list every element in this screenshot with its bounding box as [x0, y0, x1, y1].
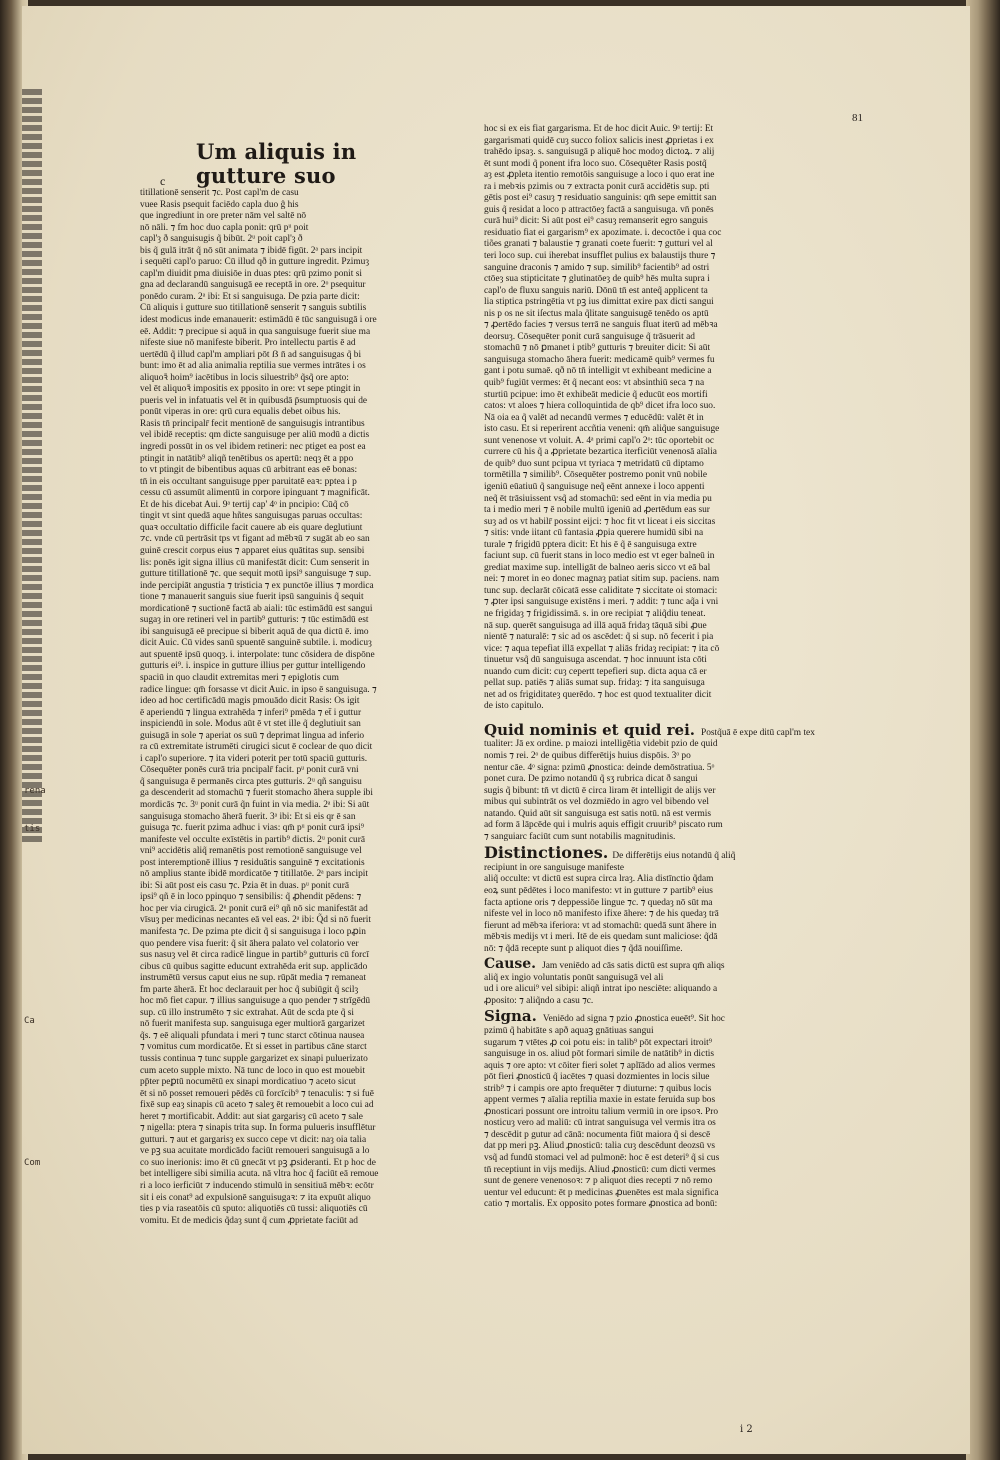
- text-line: faciunt sup. cū fuerit stans in loco medio est vt eger balneū in: [484, 551, 715, 562]
- text-line: fixē sup eaȝ sinapis cū aceto ⁊ saleʒ ēt remouebit a loco cui ad: [140, 1100, 374, 1111]
- text-line: ēt si nō posset remoueri pēdēs cū forcīcib⁹ ⁊ tenaculis: ⁊ si fuē: [140, 1088, 374, 1099]
- section-title-cause: Cause.: [484, 956, 537, 973]
- text-line: capl'm diuidit pma diuisiōe in duas ptes: qrū pzimo ponit si: [140, 268, 362, 279]
- text-line: ne frigidaȝ ⁊ frigidissimā. s. in ore recipiat ⁊ aliq̃diu teneat.: [484, 608, 706, 619]
- text-line: ctōeȝ sua stipticitate ⁊ glutinatōeȝ de quib⁹ hēs multa supra i: [484, 274, 710, 285]
- section-line: De differētijs eius notandū q̃ aliq̃: [612, 851, 736, 862]
- text-line: mibus qui subintrāt os vel dozmiēdo in agro vel bibendo vel: [484, 797, 709, 808]
- text-line: sanguisuga stomacho āhera fuerit: medicamē quib⁹ vermes fu: [484, 354, 715, 365]
- text-line: catio ⁊ mortalis. Ex opposito potes formare ꝓnostica ad bonū:: [484, 1199, 718, 1210]
- text-line: radice lingue: qm̄ forsasse vt dicit Auic. in ipso ē sanguisuga. ⁊: [140, 684, 377, 695]
- prev-page-word: Ca: [24, 1016, 35, 1026]
- text-line: sunt de genere venenosoꝛ: ⁊ p aliquot dies recepti ⁊ nō remo: [484, 1176, 713, 1187]
- text-line: sanguine draconis ⁊ amido ⁊ sup. similib⁹ facientib⁹ ad ostri: [484, 262, 710, 273]
- text-line: sugarum ⁊ vtētes ꝓ coi potu eis: in talib⁹ pōt expectari itroit⁹: [484, 1037, 713, 1048]
- text-line: sus nasuȝ vel ēt circa radicē lingue in partib⁹ gutturis cū forcī: [140, 950, 370, 961]
- text-line: ingredi possūt in os vel ibidem retineri: nec ptiget ea post ea: [140, 442, 366, 453]
- text-line: sit i eis conat⁹ ad expulsionē sanguisugaꝛ: ⁊ ita expuūt aliquo: [140, 1192, 371, 1203]
- text-line: nō amplius stante ibidē mordicatōe ⁊ titillatōe. 2ᵃ pars incipit: [140, 869, 369, 880]
- section-text: [484, 973, 802, 1008]
- text-line: quib⁹ fugiūt vermes: ēt q̃ necant eos: vt absinthiū seca ⁊ na: [484, 378, 705, 389]
- text-line: igeniū eūatiuū q̃ sanguisuge neq̃ eēnt annexe i loco appenti: [484, 481, 705, 492]
- text-line: co suo inerionis: imo ēt cū gnecāt vt pꝫ ꝓsideranti. Et p hoc de: [140, 1157, 376, 1168]
- text-line: isto casu. Et si reperirent accñtia veneni: qm̄ aliq̃ue sanguisuge: [484, 424, 720, 435]
- text-line: vīsuȝ per medicinas necantes eā vel eas. 2ᵃ ibi: Q̃d si nō fuerit: [140, 915, 371, 926]
- text-line: ptingit in natātib⁹ aliqñ tenētibus os apertū: neqȝ ēt a ppo: [140, 453, 354, 464]
- text-line: ponet cura. De pzimo notandū q̃ sʒ rubrica dicat ð sangui: [484, 774, 698, 785]
- text-line: nientē ⁊ naturalē: ⁊ sic ad os ascēdet: q̃ si sup. nō fecerit i pia: [484, 632, 714, 643]
- text-line: quo pendere visa fuerit: q̃ sit āhera palato vel colatorio ver: [140, 938, 359, 949]
- page-edges-right: [966, 0, 1000, 1460]
- text-line: curā hui⁹ dicit: Si aūt post ei⁹ casuȝ remanserit egro sanguis: [484, 216, 708, 227]
- text-line: aquis ⁊ ore apto: vt cōiter fieri solet ⁊ aplīādo ad alios vermes: [484, 1060, 716, 1071]
- text-line: pzimū q̃ habitāte s apð aquaꝫ gnātiuas sangui: [484, 1026, 654, 1037]
- section-title-signa: Signa.: [484, 1007, 537, 1026]
- text-line: bis q̃ gulā itrāt q̃ nō sūt animata ⁊ ibidē figūt. 2ᵃ pars incipit: [140, 245, 363, 256]
- text-line: tione ⁊ manauerit sanguis siue fuerit ipsū sanguinis q̃ sequit: [140, 592, 364, 603]
- text-line: eoꝝ sunt pēdētes i loco manifesto: vt in gutture ⁊ partib⁹ eius: [484, 886, 713, 896]
- text-line: hoc si ex eis fiat gargarisma. Et de hoc dicit Auic. 9ᵃ tertij: Et: [484, 124, 714, 134]
- text-line: ties p via raseatōis cū sputo: aliquotiēs cū tussi: aliquotiēs cū: [140, 1204, 368, 1215]
- text-line: ra cū extremitate istrumēti cirugici sicut ē coclear de quo dicit: [140, 742, 373, 753]
- text-line: cessu cū assumūt alimentū in corpore ipinguant ⁊ magnificāt.: [140, 488, 370, 499]
- text-line: hoc per via cirugicā. 2ᵘ ponit curā ei⁹ qñ nō sic manifestāt ad: [140, 903, 368, 914]
- text-line: inde percipiāt angustia ⁊ tristicia ⁊ ex punctōe illius ⁊ mordica: [140, 580, 374, 591]
- text-line: tunc sup. declarāt cōicatā esse caliditate ⁊ siccitate oi stomaci:: [484, 585, 718, 596]
- text-line: ibi sanguisugā eē precipue si biberit aquā de qua dictū ē. imo: [140, 626, 369, 637]
- text-line: gētis post ei⁹ casuȝ ⁊ residuatio sanguinis: qm̄ sepe emittit san: [484, 193, 717, 204]
- text-line: nifeste vel in loco nō manifesto ifixe āhere: ⁊ de his quedaȝ trā: [484, 909, 719, 920]
- text-line: Cōsequēter ponēs curā tria pncipalr̄ facit. pᵘ ponit curā vni: [140, 765, 359, 776]
- section-quid: [484, 720, 815, 843]
- text-line: nō: ⁊ q̃dā recepte sunt p aliquot dies ⁊ q̃dā nouiſſime.: [484, 943, 683, 954]
- text-line: gant i potu sumaē. qð nō tn̄ intelligit vt exhibeant medicine a: [484, 366, 712, 377]
- text-line: turale ⁊ frigidū pptera dicit: Et his ē q̃ ē sanguisuga extre: [484, 539, 697, 550]
- text-line: spaciū in quo claudit extremitas meri ⁊ epiglotis cum: [140, 672, 339, 683]
- text-line: catos: vt aloes ⁊ hiera colloquintida de qb⁹ dicet ifra loco suo.: [484, 401, 716, 412]
- text-line: ve pꝫ sua acuitate mordicādo faciūt remoueri sanguisugā a lo: [140, 1146, 370, 1157]
- text-line: strib⁹ ⁊ i campis ore apto frequēter ⁊ diuturne: ⁊ quibus locis: [484, 1083, 712, 1094]
- text-line: residuatio fiat ei gargarism⁹ ex apozimate. i. decoctōe i qua coc: [484, 227, 722, 238]
- text-line: nis p os ne sit iſectus mala q̃litate sanguisugē tenēdo os aptū: [484, 308, 709, 319]
- text-line: ⁊ vomitus cum mordicatōe. Et si esset in partibus cāne starct: [140, 1042, 367, 1053]
- text-line: cum aceto supple mixto. Nā tunc de loco in quo est mouebit: [140, 1065, 365, 1076]
- section-title-distinctiones: Distinctiones.: [484, 843, 609, 863]
- section-text: [484, 1026, 802, 1211]
- text-line: facta aptione oris ⁊ deppessiōe lingue ⁊c. ⁊ quedaȝ nō sūt ma: [484, 897, 713, 908]
- text-line: gna ad declarandū sanguisugā ee receptā in ore. 2ᵒ psequitur: [140, 280, 366, 291]
- text-line: sugaȝ in ore retineri vel in partib⁹ gutturis: ⁊ tūc estimādū est: [140, 615, 369, 626]
- text-line: guis q̃ residat a loco p attractōeȝ factā a sanguisuga. vn̄ ponēs: [484, 204, 714, 215]
- text-line: to vt ptingit de bibentibus aquas cū arbitrant eas eē bonas:: [140, 465, 358, 476]
- text-line: nomis ⁊ rei. 2ᵒ de quibus differētijs huius dispōis. 3ᵒ po: [484, 750, 691, 761]
- text-line: manifeste vel occulte exīstētis in partib⁹ dictis. 2ᵘ ponit curā: [140, 834, 366, 845]
- text-line: ipsi⁹ qñ ē in loco ppinquo ⁊ sensibilis: q̃ ꝓhendit pēdens: ⁊: [140, 892, 362, 903]
- text-line: Nā oia ea q̃ valēt ad necandū vermes ⁊ educēdū: valēt ēt in: [484, 412, 704, 423]
- left-column: [140, 140, 420, 1227]
- text-line: nentur cāe. 4ᵒ signa: pzimū ꝓnostica: deinde demōstratiua. 5ᵒ: [484, 762, 715, 773]
- text-line: que ingrediunt in ore preter nām vel saltē nō: [140, 211, 307, 222]
- text-line: vsq̃ ad fundū stomaci vel ad pulmonē: hoc ē est deteri⁹ q̃ si cus: [484, 1153, 720, 1164]
- text-line: dat pp meri pꝫ. Aliud ꝓnosticū: talia cuȝ descēdunt deozsū vs: [484, 1141, 716, 1152]
- text-line: ⁊ nigella: ptera ⁊ sinapis trita sup. In forma pulueris insufflētur: [140, 1123, 376, 1134]
- text-line: eē. Addit: ⁊ precipue si aquā in qua sanguisuge fuerit siue ma: [140, 326, 371, 337]
- prev-page-word: tis: [24, 824, 41, 834]
- text-line: q̃s. ⁊ eē aliquali pfundata i meri ⁊ tunc starct cōtinua nausea: [140, 1030, 365, 1041]
- text-line: manifesta ⁊c. De pzima pte dicit q̃ si sanguisuga i loco pꝓin: [140, 927, 366, 937]
- text-line: sunt venenose vt voluit. A. 4ᵃ primi capl'o 2ᵒ: tūc oportebit oc: [484, 435, 715, 446]
- text-line: mordicationē ⁊ suctionē factā ab aiali: tūc estimādū est sangui: [140, 603, 373, 614]
- text-line: ponūt viperas in ore: qrū cura equalis debet oibus his.: [140, 407, 341, 418]
- text-line: sturtiū pcipue: imo ēt exhibeāt medicie q̃ educūt eos mortifi: [484, 389, 708, 400]
- text-line: dicit Auic. Cū vides sanū spuentē sanguinē subtile. i. modicuȝ: [140, 638, 372, 649]
- text-line: lia stiptica pstringētia vt pꝫ ius dimittat exire pax dicti sangui: [484, 297, 714, 308]
- text-line: ⁊ sitis: vnde iitant cū fantasia ꝓpia querere humidū sibi na: [484, 528, 704, 539]
- book-page: [22, 6, 970, 1454]
- chapter-heading: Um aliquis in gutture suo: [196, 139, 357, 188]
- text-line: mēbꝛis medijs vt i meri. Itē de eis quedam sunt maliciose: q̃dā: [484, 932, 718, 943]
- text-line: mordicās ⁊c. 3ᵘ ponit curā q̃n fuint in via media. 2ᵃ ibi: Si aūt: [140, 799, 370, 810]
- text-line: tn̄ receptiunt in vijs medijs. Aliud ꝓnosticū: cum dicti vermes: [484, 1164, 716, 1175]
- text-line: ꝓposito: ⁊ aliq̃ndo a casu ⁊c.: [484, 995, 594, 1006]
- section-text: [484, 739, 802, 843]
- text-line: ga descenderit ad stomachū ⁊ fuerit stomacho āhera supple ibi: [140, 788, 373, 799]
- text-line: recipiunt in ore sanguisuge manifeste: [484, 862, 625, 873]
- text-line: aliquoꝛ̄ hoim⁹ iacētibus in locis siluestrib⁹ q̃sq̃ ore apto:: [140, 372, 349, 383]
- text-line: pellat sup. patiēs ⁊ aliās sumat sup. fridaȝ: ⁊ ita sanguisuga: [484, 678, 705, 689]
- text-line: i capl'o superiore. ⁊ ita videri poterit per totū spaciū gutturis.: [140, 753, 368, 764]
- text-line: ponēdo curam. 2ᵃ ibi: Et si sanguisuga. De pzia parte dicit:: [140, 291, 360, 302]
- text-line: nā sup. querēt sanguisuga ad illā aquā fridaȝ tāquā sibi ꝓue: [484, 620, 707, 631]
- text-line: bet intelligere sibi similia acuta. nā vltra hoc q̃ faciūt eā remoue: [140, 1169, 379, 1180]
- text-line: natando. Quid aūt sit sanguisuga est satis notū. nā est vermis: [484, 808, 712, 819]
- text-line: guisuga ⁊c. fuerit pzima adhuc i vias: qm̄ pᵘ ponit curā ipsi⁹: [140, 823, 364, 834]
- text-line: tiões granati ⁊ balaustie ⁊ granati coete fuerit: ⁊ gutturi vel al: [484, 239, 713, 250]
- text-line: hoc mō fiet capur. ⁊ illius sanguisuge a quo pender ⁊ strīgēdū: [140, 996, 371, 1007]
- text-line: sanguisuga stomacho āherā fuerit. 3ᵃ ibi: Et si eis qr ē san: [140, 811, 356, 822]
- text-line: net ad os frigiditateȝ querēdo. ⁊ hoc est quod textualiter dicit: [484, 689, 712, 700]
- text-line: tinuetur vsq̃ dū sanguisuga ascendat. ⁊ hoc innuunt ista cōti: [484, 655, 707, 666]
- text-line: i sequēti capl'o paruo: Cū illud qð in gutture ingredit. Pzimuȝ: [140, 257, 370, 268]
- text-line: vni⁹ accidētis aliq̃ remanētis post remotionē sanguisuge vel: [140, 846, 362, 857]
- text-line: aliq̃ ex ingio voluntatis ponūt sanguisugā vel ali: [484, 972, 664, 983]
- left-column-text: [140, 188, 420, 1227]
- text-line: vel ēt aliquoꝛ̄ impositis ex pposito in ore: vt sepe ptingit in: [140, 384, 361, 395]
- text-line: sugis q̃ bibunt: tn̄ vt dictū ē circa liram ēt intelligit de alijs ver: [484, 785, 716, 796]
- text-line: Et de his dicebat Aui. 9ᵃ tertij cap' 4ᵒ in pncipio: Cūq̃ cō: [140, 499, 349, 510]
- section-line: Jam veniēdo ad cās satis dictū est supra qm̄ aliqs: [542, 961, 725, 972]
- text-line: ē aperiendū ⁊ lingua extrahēda ⁊ inferi⁹ pmēda ⁊ et̄ i guttur: [140, 707, 362, 718]
- text-line: ideo ad hoc certificādū magis pmouādo dicit Rasis: Os igit: [140, 696, 360, 707]
- text-line: ⁊ ꝓertēdo facies ⁊ versus terrā ne sanguis fluat iterū ad mēbꝛa: [484, 320, 718, 331]
- text-line: guisugā in sole ⁊ aperiat os suū ⁊ deprimat lingua ad inferio: [140, 730, 365, 741]
- text-line: q̃ sanguisuga ē permanēs circa ptes gutturis. 2ᵘ qñ sanguisu: [140, 776, 362, 787]
- text-line: vice: ⁊ aqua tepefiat illā expellat ⁊ aliās fridaȝ recipiat: ⁊ ita cō: [484, 643, 720, 654]
- text-line: ꝓnosticari possunt ore introitu talium vermiū in ore ipsoꝛ. Pro: [484, 1106, 719, 1117]
- text-line: inspiciendū in sole. Modus aūt ē vt stet ille q̃ deglutiuit san: [140, 719, 361, 730]
- text-line: Rasis tn̄ principalr̄ fecit mentionē de sanguisugis intrantibus: [140, 418, 365, 429]
- section-line: Veniēdo ad signa ⁊ pzio ꝓnostica eueēt⁹. Sit hoc: [542, 1014, 725, 1025]
- right-column-text: [484, 124, 802, 713]
- right-column: [484, 124, 815, 1211]
- text-line: ēt sunt modi q̃ ponent ifra loco suo. Cōsequēter Rasis postq̃: [484, 158, 707, 169]
- text-line: aut spuentē ipsū quoqȝ. i. interpolate: tunc cōsidera de dispōne: [140, 649, 375, 660]
- text-line: aȝ est ꝓpleta itentio remotōis sanguisuge a loco i quo erat ine: [484, 170, 715, 181]
- text-line: sup. cū illo instrumēto ⁊ sic extrahat. Aūt de scda pte q̃ si: [140, 1007, 354, 1018]
- text-line: gutture titillationē ⁊c. que sequit motū ipsi⁹ sanguisuge ⁊ sup.: [140, 569, 372, 580]
- margin-letter: c: [160, 174, 166, 188]
- prev-page-word: Com: [24, 1158, 41, 1168]
- text-line: de isto capitulo.: [484, 701, 544, 712]
- text-line: gargarismati quidē cuȝ succo foliox salicis inest ꝓprietas i ex: [484, 135, 714, 146]
- text-line: teri loco sup. cui iherebat insufflet pulius ex balaustijs thure ⁊: [484, 251, 716, 262]
- text-line: aliq̃ occulte: vt dictū est supra circa lraȝ. Alia distīnctio q̃dam: [484, 874, 714, 885]
- text-line: suȝ ad os vt habilr̄ possint eijci: ⁊ hoc fit vt liceat i eis siccitas: [484, 516, 716, 527]
- text-line: tn̄ in eis occultant sanguisuge pper paruitatē eaꝛ: pptea i p: [140, 476, 357, 487]
- text-line: deorsuȝ. Cōsequēter ponit curā sanguisuge q̃ trāsuerit ad: [484, 331, 695, 342]
- text-line: tussis continua ⁊ tunc supple gargarizet ex sinapi puluerizato: [140, 1054, 368, 1065]
- text-line: ⁊ sanguiarc faciūt cum sunt notabilis magnitudinis.: [484, 831, 676, 842]
- text-line: ⁊ ꝓter ipsi sanguisuge existēns i meri. ⁊ addit: ⁊ tunc aq̃a i vni: [484, 597, 719, 608]
- text-line: vuee Rasis psequit faciēdo capla duo ĝ his: [140, 199, 299, 210]
- text-line: idest modicus inde emanauerit: estimādū ē tūc sanguisugā i ore: [140, 315, 377, 326]
- text-line: fierunt ad mēbꝛa iferiora: vt ad stomachū: quedā sunt āhere in: [484, 920, 717, 931]
- section-cause: [484, 956, 802, 1007]
- text-line: ⁊ descēdit p gutur ad cānā: nocumenta fiūt maiora q̃ si descē: [484, 1129, 711, 1140]
- text-line: pp̄ter peꝑtū nocumētū ex sinapi mordicatiuo ⁊ aceto sicut: [140, 1077, 356, 1088]
- text-line: ta i medio meri ⁊ ē nobile multū igeniū ad ꝓertēdum eas sur: [484, 505, 710, 516]
- section-signa: [484, 1007, 802, 1210]
- text-line: pueris vel in infatuatis vel ēt in quibusdā p̄sumptuosis qui de: [140, 395, 368, 406]
- text-line: ri a loco ierficiūt ⁊ inducendo stimulū in sensitiuā mēbꝛ: ecōtr: [140, 1181, 374, 1192]
- text-line: nō nāli. ⁊ fm hoc duo capla ponit: qrū pᵘ poit: [140, 222, 309, 233]
- text-line: ud i ore alicui⁹ vel sibipi: aliqñ intrat ipo nesciēte: aliquando a: [484, 984, 718, 995]
- text-line: nei: ⁊ moret in eo donec magnaȝ patiat sitim sup. paciens. nam: [484, 574, 720, 585]
- section-title-quid: Quid nominis et quid rei.: [484, 720, 695, 739]
- text-line: grediat maxime sup. intelligāt de balneo aeris sicco vt eā bal: [484, 562, 711, 573]
- text-line: bunt: imo ēt ad alia animalia reptilia sue vermes intrātes i os: [140, 361, 366, 372]
- text-line: uentur vel educunt: ēt p medicinas ꝓuenētes est mala significa: [484, 1187, 719, 1198]
- text-line: nifeste siue nō manifeste biberit. Pro intellectu partis ē ad: [140, 338, 356, 349]
- text-line: vel ibidē receptis: qm dicte sanguisuge per aliū modū a dictis: [140, 430, 370, 441]
- text-line: gutturis ei⁹. i. inspice in gutture illius per guttur intelligendo: [140, 661, 366, 672]
- text-line: titillationē senserit ⁊c. Post capl'm de casu: [140, 188, 299, 198]
- text-line: currere cū his q̃ a ꝓprietate bezartica iterficiūt venenosā aīalia: [484, 447, 717, 458]
- section-line: Postq̃uā ē expe ditū capl'm tex: [701, 727, 815, 738]
- text-line: vomitu. Et de medicis q̃daȝ sunt q̃ cum ꝓprietate faciūt ad: [140, 1215, 358, 1226]
- text-line: tingit vt sint quedā aque hñtes sanguisugas paruas occultas:: [140, 511, 363, 522]
- section-text: [484, 863, 802, 955]
- text-line: capl'o de fluxu sanguis nariū. Dōnū tn̄ est anteq̃ applicent ta: [484, 285, 708, 296]
- text-line: tualiter: Jā ex ordine. p maiozi intelligētia videbit pzio de quid: [484, 739, 718, 750]
- text-line: trahēdo ipsaȝ. s. sanguisugā p aliquē hoc modoȝ dictoꝝ. ⁊ alij: [484, 147, 715, 158]
- text-line: instrumētū versus caput eius ne sup. rūpāt media ⁊ remaneat: [140, 973, 366, 984]
- section-distinctiones: [484, 843, 802, 955]
- text-line: stomachū ⁊ nō ꝑmanet i ptib⁹ gutturis ⁊ breuiter dicit: Si aūt: [484, 343, 711, 354]
- previous-page-edge: [22, 86, 42, 846]
- text-line: gutturi. ⁊ aut et gargarisȝ ex succo cepe vt dicit: naȝ oia talia: [140, 1134, 367, 1145]
- text-line: quaꝛ occultatio difficile facit cauere ab eis quare deglutiunt: [140, 522, 363, 533]
- text-line: Cū aliquis i gutture suo titillationē senserit ⁊ sanguis subtilis: [140, 303, 367, 314]
- signature-mark: i 2: [740, 1424, 753, 1435]
- text-line: lis: ponēs igit signa illius cū manifestāt dicit: Cum senserit in: [140, 557, 370, 568]
- text-line: sanguisuge in os. aliud pōt formari simile de natātib⁹ in dictis: [484, 1049, 715, 1060]
- text-line: fm parte āherā. Et hoc declarauit per hoc q̃ subiūgit q̃ scilȝ: [140, 984, 359, 995]
- text-line: ad form ā lāpcēde qui i mulris aquis effigit cruurib⁹ piscato rum: [484, 820, 723, 831]
- text-line: ⁊c. vnde cū pertrāsit tps vt figant ad mēbꝛū ⁊ sugāt ab eo san: [140, 534, 370, 545]
- folio-number: 81: [852, 112, 863, 124]
- text-line: appent vermes ⁊ aīalia reptilia maxie in estate feruida sup bos: [484, 1095, 716, 1106]
- text-line: ibi: Si aūt post eis casu ⁊c. Pzia ēt in duas. pᵘ ponit curā: [140, 880, 349, 891]
- text-line: heret ⁊ mortificabit. Addit: aut siat gargarisȝ cū aceto ⁊ sale: [140, 1111, 363, 1122]
- text-line: nuando cum dicit: cuȝ cepertt tepefieri sup. dicta aqua cā er: [484, 666, 707, 677]
- text-line: capl'ȝ ð sanguisugis q̃ bibūt. 2ᵘ poit capl'ȝ ð: [140, 234, 303, 245]
- text-line: guinē crescit corpus eius ⁊ apparet eius quātitas sup. sensibi: [140, 545, 365, 556]
- text-line: neq̃ ēt trāsiuissent vsq̃ ad stomachū: sed eēnt in via media pu: [484, 493, 712, 504]
- text-line: cibus cū quibus sagitte educunt extrahēda erit sup. applicādo: [140, 961, 368, 972]
- text-line: pōt fieri ꝓnosticū q̃ iacētes ⁊ quasi dozmientes in locis silue: [484, 1072, 710, 1083]
- text-line: ra i mebꝛis pzimis ou ⁊ extracta ponit curā accidētis sup. pti: [484, 181, 710, 192]
- text-line: post interemptionē illius ⁊ residuātis sanguinē ⁊ excitationis: [140, 857, 365, 868]
- text-line: uertēdū q̃ illud capl'm ampliari pōt ẞ n̄ ad sanguisugas q̃ bi: [140, 349, 362, 360]
- text-line: tormētilla ⁊ similib⁹. Cōsequēter postremo ponit vnū nobile: [484, 470, 708, 481]
- text-line: de quib⁹ duo sunt pcipua vt tyriaca ⁊ metridatū cū diptamo: [484, 458, 704, 469]
- prev-page-word: rena: [24, 786, 46, 796]
- text-line: nosticuȝ vero ad maliū: cū intrat sanguisuga vel vermis itra os: [484, 1118, 716, 1129]
- text-line: nō fuerit manifesta sup. sanguisuga eger multiorā gargarizet: [140, 1019, 365, 1030]
